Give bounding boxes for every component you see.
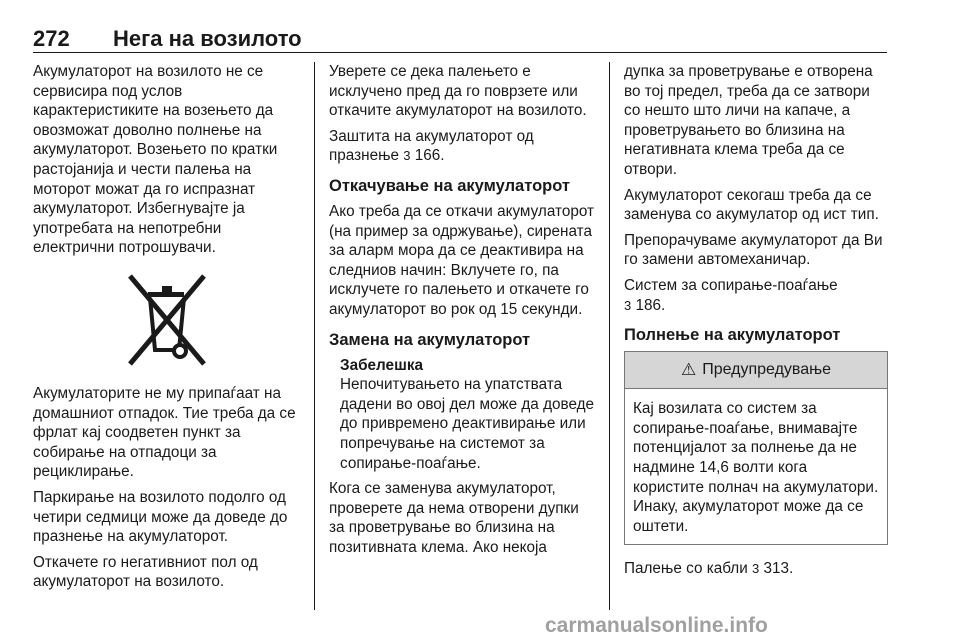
paragraph: Акумулаторот секогаш треба да се заменува со акумулатор од ист тип.	[624, 186, 879, 224]
column-1	[33, 62, 301, 598]
page-reference-arrow-icon: 3	[624, 297, 632, 313]
paragraph: Откачете го негативниот пол од акумулаторот на возилото.	[33, 553, 258, 591]
header-rule	[33, 52, 887, 53]
page-reference-link[interactable]: 186.	[635, 296, 666, 314]
page-reference-link[interactable]: 166.	[414, 147, 445, 165]
paragraph-text: Заштита на акумулаторот од празнење	[329, 127, 534, 165]
warning-box	[624, 351, 888, 545]
paragraph-text: Палење со кабли	[624, 560, 748, 578]
page-number: 272	[33, 26, 70, 51]
paragraph: Акумулаторите не му припаѓаат на домашниот отпадок. Тие треба да се фрлат кај соодветен пункт за собирање на отпадоци за рециклирање.	[33, 384, 296, 481]
column-divider-2	[609, 62, 610, 610]
warning-header	[625, 352, 887, 389]
paragraph-text: Систем за сопирање-поаѓање	[624, 276, 838, 294]
crossed-out-wheelie-bin-icon	[33, 268, 301, 368]
paragraph-with-reference	[329, 127, 597, 166]
paragraph: Ако треба да се откачи акумулаторот (на пример за одржување), сирената за аларм мора да се деактивира на следниов начин: Вклучете го, па исклучете го палењето и откачете го акумулаторот во рок од 15 секунди.	[329, 202, 595, 318]
note-title: Забелешка	[340, 356, 423, 374]
page-reference-link[interactable]: 313.	[763, 560, 794, 578]
warning-title: Предупредување	[702, 361, 832, 379]
paragraph: Уверете се дека палењето е исклучено пред да го поврзете или откачите акумулаторот на возилото.	[329, 63, 587, 120]
paragraph: Препорачуваме акумулаторот да Ви го замени автомеханичар.	[624, 231, 883, 269]
paragraph-with-reference	[624, 559, 888, 579]
section-heading: Полнење на акумулаторот	[624, 326, 841, 345]
note-block	[340, 356, 597, 474]
watermark: carmanualsonline.info	[545, 614, 768, 637]
column-3	[624, 62, 888, 585]
section-heading: Замена на акумулаторот	[329, 330, 531, 349]
paragraph-with-reference	[624, 276, 888, 315]
section-heading: Откачување на акумулаторот	[329, 176, 571, 195]
page-header	[33, 22, 887, 52]
warning-triangle-icon: ⚠	[680, 360, 697, 380]
page-reference-arrow-icon: 3	[403, 148, 411, 164]
warning-body: Кај возилата со систем за сопирање-поаѓање, внимавајте потенцијалот за полнење да не надмине 14,6 волти кога користите полнач на акумулатори. Инаку, акумулаторот може да се оштети.	[633, 400, 879, 535]
paragraph: Кога се заменува акумулаторот, проверете да нема отворени дупки за проветрување во близина на позитивната клема. Ако некоја	[329, 480, 579, 556]
paragraph: Паркирање на возилото подолго од четири седмици може да доведе до празнење на акумулаторот.	[33, 488, 288, 546]
column-2	[329, 62, 597, 563]
column-divider-1	[314, 62, 315, 610]
note-text: Непочитувањето на упатствата дадени во овој дел може да доведе до привремено деактивирање или попречување на системот за сопирање-поаѓање.	[340, 376, 595, 472]
running-title: Нега на возилото	[113, 26, 302, 51]
paragraph: Акумулаторот на возилото не се сервисира под услов карактеристиките на возењето да овозможат доволно полнење на акумулаторот. Возењето по кратки растојанија и чести палења на моторот можат да го испразнат акумулаторот. Избегнувајте ја употребата на непотребни електрични потрошувачи.	[33, 63, 278, 257]
paragraph: дупка за проветрување е отворена во тој предел, треба да се затвори со нешто што личи на капаче, а проветрувањето во близина на негативната клема треба да се отвори.	[624, 63, 873, 178]
page-reference-arrow-icon: 3	[752, 561, 760, 577]
